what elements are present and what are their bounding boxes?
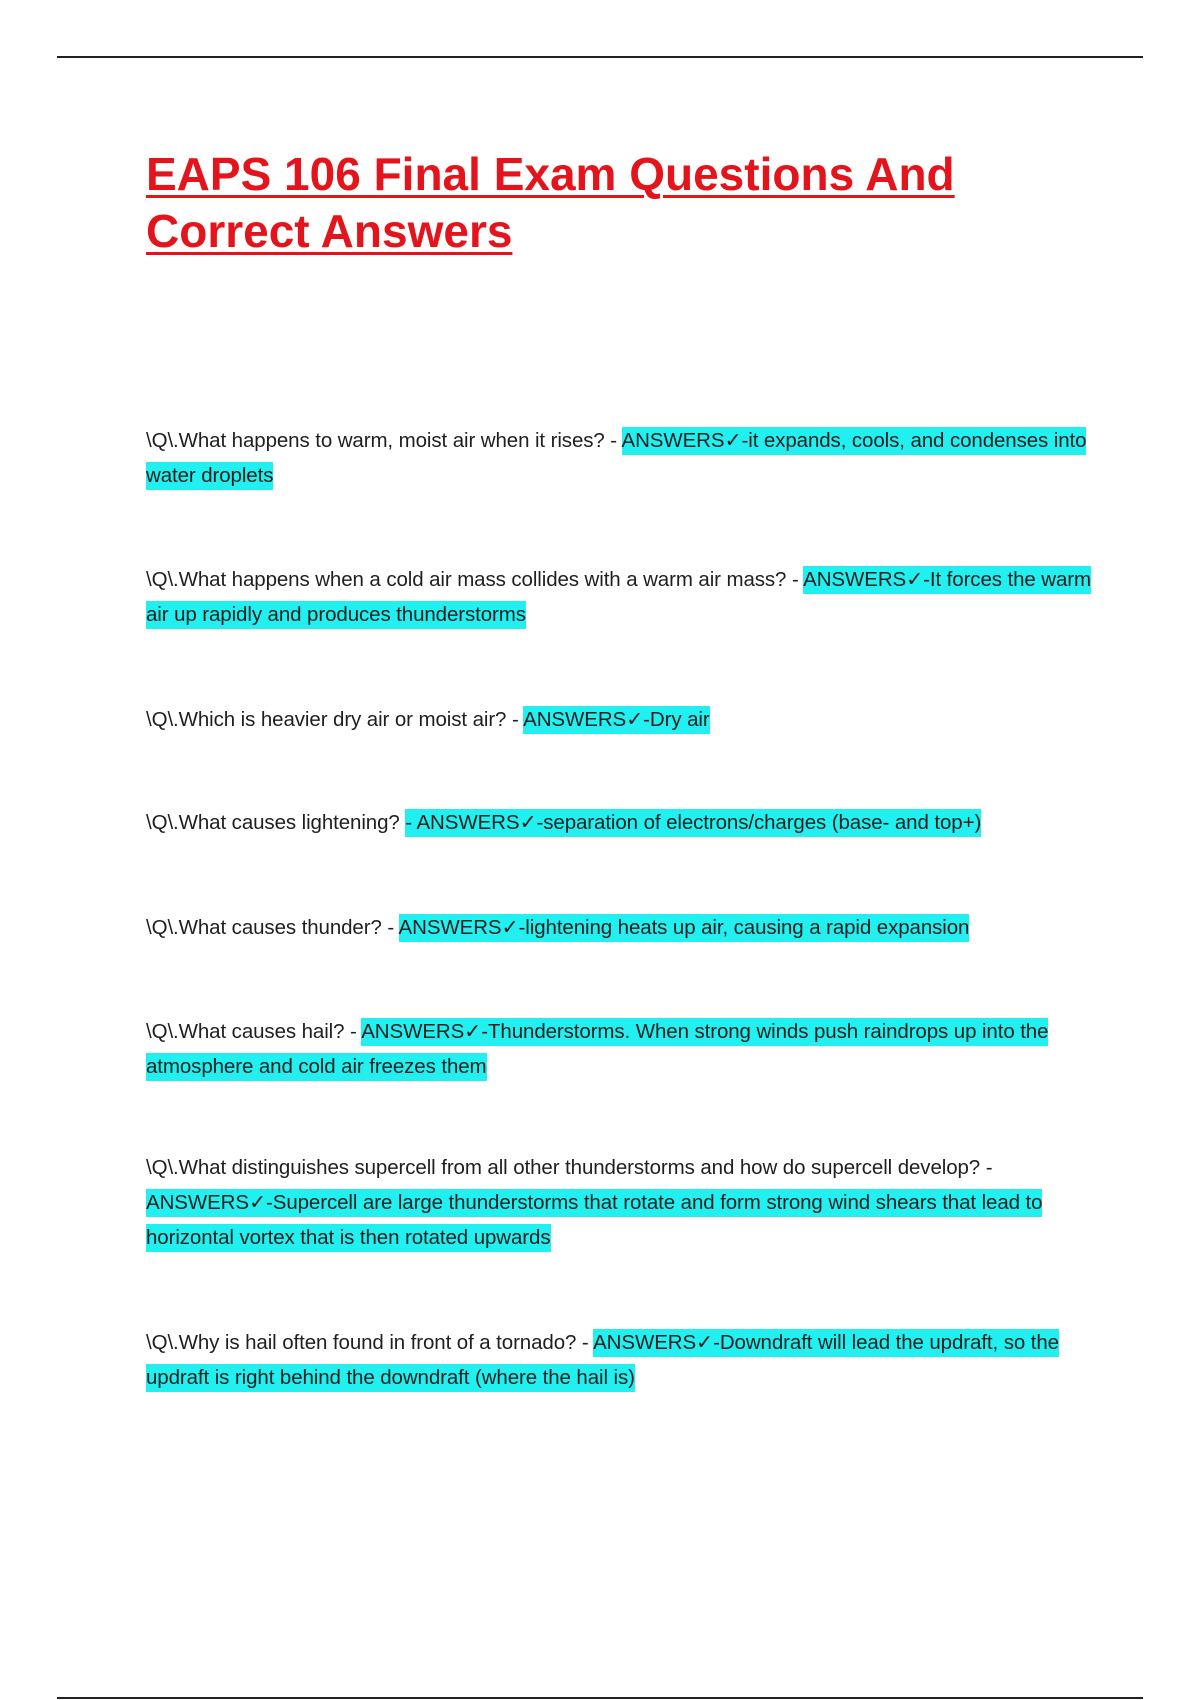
question-text: \Q\.Which is heavier dry air or moist air? - [146, 708, 524, 731]
qa-item [146, 910, 1096, 945]
answer-text: ANSWERS✓-Dry air [523, 706, 709, 734]
qa-item [146, 562, 1096, 632]
qa-item [146, 423, 1096, 493]
qa-item [146, 1014, 1096, 1084]
question-text: \Q\.What happens to warm, moist air when it rises? - [146, 429, 622, 452]
qa-item [146, 805, 1096, 840]
question-text: \Q\.What causes thunder? - [146, 916, 399, 939]
answer-text: ANSWERS✓-Downdraft will lead the updraft, so the updraft is right behind the downdraft (where the hail is) [146, 1329, 1059, 1392]
question-text: \Q\.What causes lightening? [146, 811, 406, 834]
answer-text: ANSWERS✓-lightening heats up air, causing a rapid expansion [399, 914, 970, 942]
answer-text: - ANSWERS✓-separation of electrons/charges (base- and top+) [405, 809, 981, 837]
answer-text: ANSWERS✓-it expands, cools, and condenses into water droplets [146, 427, 1086, 490]
question-text: \Q\.Why is hail often found in front of a tornado? - [146, 1331, 594, 1354]
qa-item [146, 1325, 1096, 1395]
qa-item [146, 1150, 1096, 1255]
answer-text: ANSWERS✓-Supercell are large thunderstorms that rotate and form strong wind shears that lead to horizontal vortex that is then rotated upwards [146, 1189, 1042, 1252]
answer-text: ANSWERS✓-It forces the warm air up rapidly and produces thunderstorms [146, 566, 1091, 629]
bottom-rule [57, 1697, 1143, 1699]
document-title: EAPS 106 Final Exam Questions And Correct Answers [146, 148, 955, 257]
question-text: \Q\.What happens when a cold air mass collides with a warm air mass? - [146, 568, 804, 591]
answer-text: ANSWERS✓-Thunderstorms. When strong winds push raindrops up into the atmosphere and cold air freezes them [146, 1018, 1048, 1081]
question-text: \Q\.What distinguishes supercell from all other thunderstorms and how do supercell develop? - [146, 1156, 993, 1179]
top-rule [57, 56, 1143, 58]
question-text: \Q\.What causes hail? - [146, 1020, 362, 1043]
qa-item [146, 702, 1096, 737]
